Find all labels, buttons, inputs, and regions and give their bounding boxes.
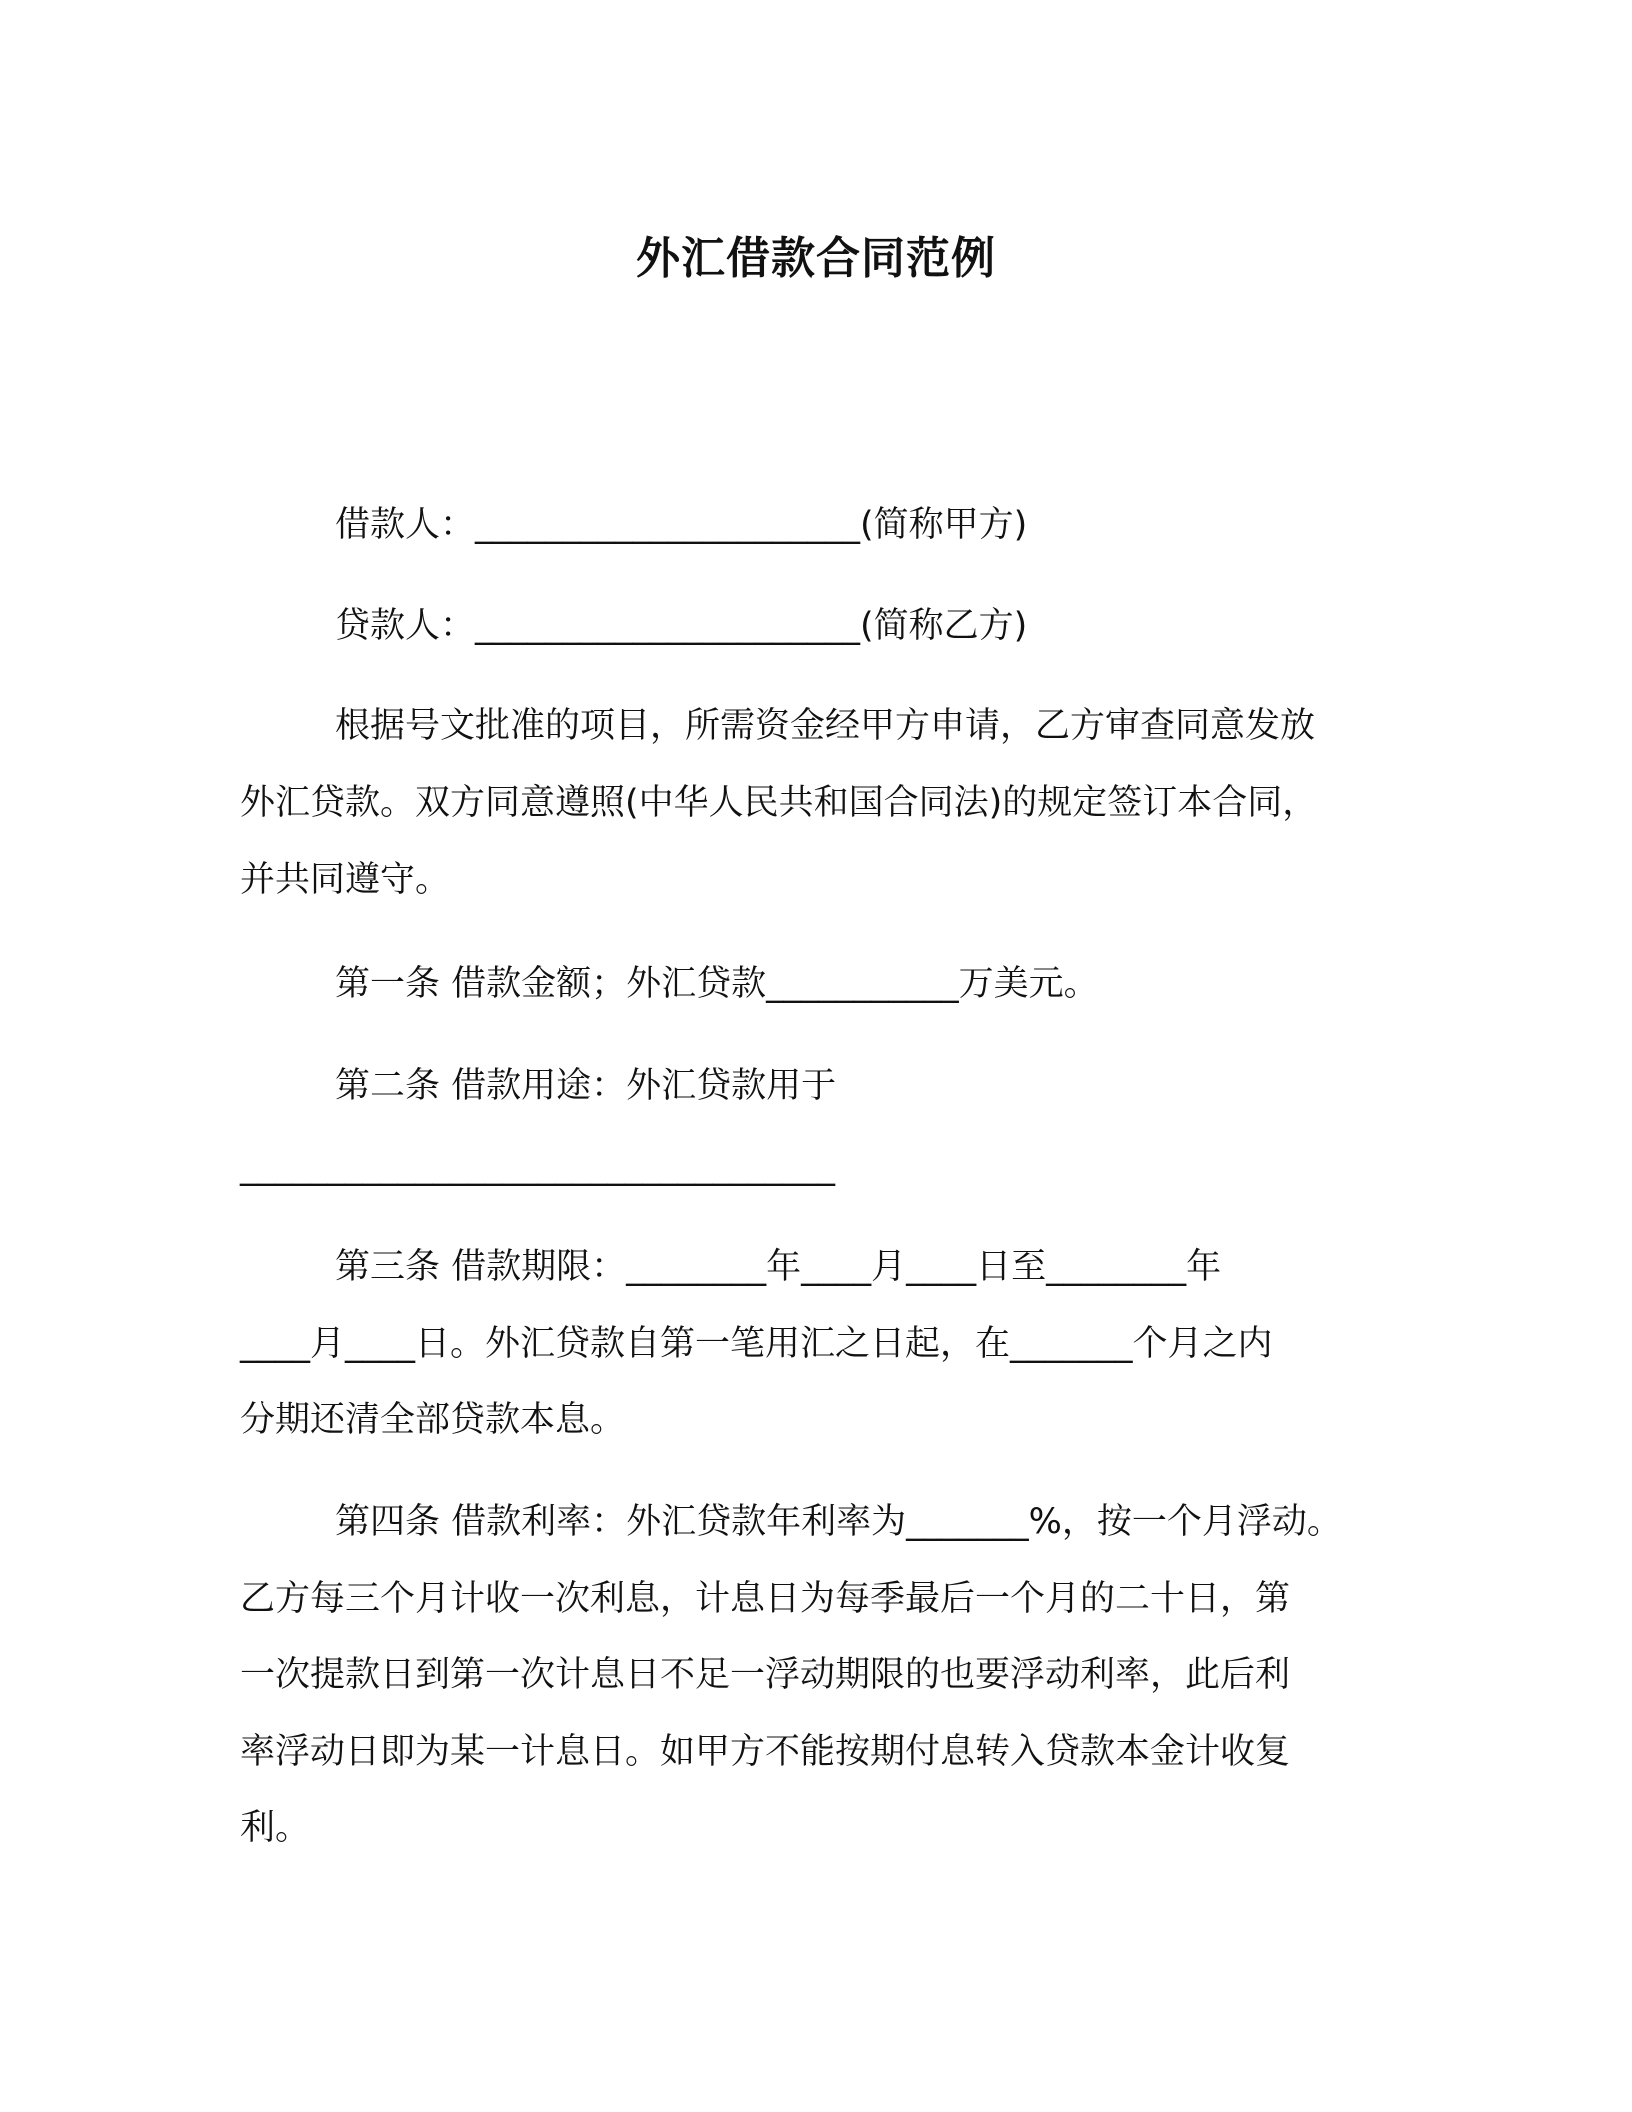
- preamble-line-2: 外汇贷款。双方同意遵照(中华人民共和国合同法)的规定签订本合同，: [240, 783, 1318, 823]
- article-1-line: 第一条 借款金额；外汇贷款___________万美元。: [335, 964, 1099, 1004]
- preamble-line-3: 并共同遵守。: [240, 860, 451, 900]
- lender-line: 贷款人：______________________(简称乙方): [335, 606, 1028, 646]
- borrower-line: 借款人：______________________(简称甲方): [335, 505, 1028, 545]
- article-4-line-2: 乙方每三个月计收一次利息，计息日为每季最后一个月的二十日，第: [240, 1579, 1291, 1619]
- document-title: 外汇借款合同范例: [636, 233, 996, 284]
- preamble-line-1: 根据号文批准的项目，所需资金经甲方申请，乙方审查同意发放: [335, 706, 1316, 746]
- article-3-line-1: 第三条 借款期限：________年____月____日至________年: [335, 1247, 1222, 1287]
- article-4-line-4: 率浮动日即为某一计息日。如甲方不能按期付息转入贷款本金计收复: [240, 1732, 1291, 1772]
- article-3-line-3: 分期还清全部贷款本息。: [240, 1400, 626, 1440]
- article-4-line-1: 第四条 借款利率：外汇贷款年利率为_______%，按一个月浮动。: [335, 1502, 1342, 1542]
- article-2-line: 第二条 借款用途：外汇贷款用于: [335, 1066, 837, 1106]
- article-4-line-5: 利。: [240, 1808, 311, 1848]
- article-3-line-2: ____月____日。外汇贷款自第一笔用汇之日起，在_______个月之内: [240, 1324, 1273, 1364]
- article-4-line-3: 一次提款日到第一次计息日不足一浮动期限的也要浮动利率，此后利: [240, 1655, 1291, 1695]
- article-2-blank-line: __________________________________: [240, 1147, 835, 1187]
